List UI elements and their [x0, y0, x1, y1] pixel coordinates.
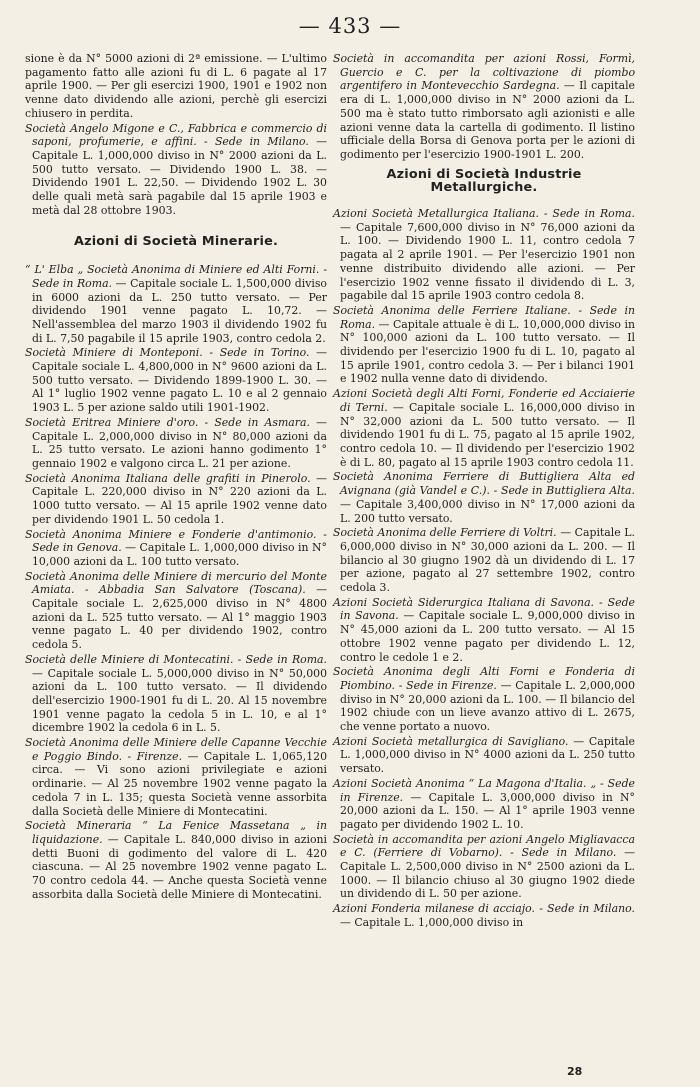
- left-column: [25, 52, 327, 902]
- company-name: “ L' Elba „ Società Anonima di Miniere ed Alti Forni. - Sede in Roma.: [25, 263, 327, 290]
- company-name: Società Anonima delle Ferriere Italiane. - Sede in Roma.: [333, 303, 635, 331]
- entry-text: — Capitale 3,400,000 diviso in N° 17,000 azioni da L. 200 tutto versato.: [340, 497, 635, 525]
- entry-text: — Capitale L. 2,000,000 diviso in N° 80,000 azioni da L. 25 tutto versato. Le azioni hanno godimento 1° gennaio 1902 e valgono circa L. 21 per azione.: [32, 415, 327, 470]
- company-name: Azioni Società Siderurgica Italiana di Savona. - Sede in Savona.: [333, 595, 635, 623]
- company-entry: [333, 304, 635, 386]
- company-name: Società Anonima Miniere e Fonderie d'antimonio. - Sede in Genova.: [25, 527, 327, 555]
- entry-text: — Capitale sociale L. 5,000,000 diviso in N° 50,000 azioni da L. 100 tutto versato. — Il dividendo dell'esercizio 1900-1901 fu di L. 20. Al 15 novembre 1901 venne pagato la cedola 5 in L. 10, e al 1° dicembre 1902 la cedola 6 in L. 5.: [32, 666, 327, 735]
- page-number: — 433 —: [298, 14, 402, 38]
- entry-text: — Capitale attuale è di L. 10,000,000 diviso in N° 100,000 azioni da L. 100 tutto versato. — Il dividendo per l'esercizio 1900 fu di L. 10, pagato al 15 aprile 1901, contro cedola 3. — Per i bilanci 1901 e 1902 nulla venne dato di dividendo.: [340, 317, 635, 386]
- company-entry: [333, 470, 635, 525]
- company-entry: [25, 122, 327, 218]
- company-entry: [25, 472, 327, 527]
- company-entry: [333, 526, 635, 595]
- company-name: Società Anonima Ferriere di Buttigliera Alta ed Avignana (già Vandel e C.). - Sede in Buttigliera Alta.: [333, 470, 635, 498]
- entry-text: — Capitale L. 1,065,120 circa. — Vi sono azioni privilegiate e azioni ordinarie. — Al 25 novembre 1902 venne pagato la cedola 7 in L. 135; questa Società venne assorbita dalla Società delle Miniere di Montecatini.: [32, 749, 328, 818]
- company-name: Società delle Miniere di Montecatini. - Sede in Roma.: [25, 652, 327, 666]
- company-name: Società Anonima delle Ferriere di Voltri.: [333, 526, 557, 540]
- company-name: Azioni Società degli Alti Forni, Fonderie ed Acciaierie di Terni.: [333, 387, 635, 414]
- entry-text: — Capitale L. 6,000,000 diviso in N° 30,000 azioni da L. 200. — Il bilancio al 30 giugno 1902 dà un dividendo di L. 17 per azione, pagato al 27 settembre 1902, contro cedola 3.: [340, 526, 635, 595]
- company-entry: [333, 596, 635, 665]
- entry-text: sione è da N° 5000 azioni di 2ª emissione. — L'ultimo pagamento fatto alle azioni fu di L. 6 pagate al 17 aprile 1900. — Per gli esercizi 1900, 1901 e 1902 non venne dato dividendo alle azioni, perchè gli esercizi chiusero in perdita.: [25, 52, 327, 120]
- entry-text: — Capitale sociale L. 16,000,000 diviso in N° 32,000 azioni da L. 500 tutto versato. — Il dividendo 1901 fu di L. 75, pagato al 15 aprile 1902, contro cedola 10. — Il dividendo per l'esercizio 1902 è di L. 80, pagato al 15 aprile 1903 contro cedola 11.: [340, 400, 635, 469]
- company-entry: [333, 833, 635, 902]
- entry-text: — Capitale L. 2,500,000 diviso in N° 2500 azioni da L. 1000. — Il bilancio chiuso al 30 giugno 1902 diede un dividendo di L. 50 per azione.: [340, 846, 635, 901]
- entry-text: — Capitale L. 1,000,000 diviso in N° 4000 azioni da L. 250 tutto versato.: [340, 734, 635, 776]
- company-name: Azioni Società Anonima “ La Magona d'Italia. „ - Sede in Firenze.: [333, 776, 635, 804]
- entry-text: — Capitale L. 1,000,000 diviso in N° 2000 azioni da L. 500 tutto versato. — Dividendo 1900 L. 38. — Dividendo 1901 L. 22,50. — Dividendo 1902 L. 30 delle quali metà sarà pagabile dal 15 aprile 1903 e metà dal 28 ottobre 1903.: [32, 135, 327, 217]
- company-entry: [25, 416, 327, 471]
- company-entry: [25, 819, 327, 901]
- section-heading: Azioni di Società Industrie Metallurgiche.: [386, 166, 582, 196]
- company-entry: [333, 52, 635, 162]
- entry-text: — Capitale L. 1,000,000 diviso in: [340, 915, 524, 929]
- company-entry: [333, 902, 635, 929]
- section-heading: Azioni di Società Minerarie.: [73, 234, 279, 250]
- company-entry: [25, 653, 327, 735]
- company-entry: [25, 570, 327, 652]
- company-name: Società in accomandita per azioni Rossi, Formì, Guercio e C. per la coltivazione di piombo argentifero in Montevecchio Sardegna.: [333, 52, 635, 93]
- company-entry: [333, 207, 635, 303]
- entry-text: — Capitale sociale L. 4,800,000 in N° 9600 azioni da L. 500 tutto versato. — Dividendo 1899-1900 L. 30. — Al 1° luglio 1902 venne pagato L. 10 e al 2 gennaio 1903 L. 5 per azione saldo utili 1901-1902.: [32, 346, 327, 415]
- company-name: Azioni Società metallurgica di Savigliano.: [333, 734, 569, 748]
- right-column: [333, 52, 635, 931]
- company-entry: [333, 735, 635, 776]
- company-entry: [25, 52, 327, 121]
- company-name: Società Miniere di Monteponi. - Sede in Torino.: [25, 346, 310, 360]
- company-name: Società Eritrea Miniere d'oro. - Sede in Asmara.: [25, 415, 310, 429]
- company-entry: [25, 263, 327, 345]
- company-entry: [25, 528, 327, 569]
- company-entry: [25, 346, 327, 415]
- entry-text: — Capitale sociale L. 9,000,000 diviso in N° 45,000 azioni da L. 200 tutto versato. — Al 15 ottobre 1902 venne pagato per dividendo L. 12, contro le cedole 1 e 2.: [340, 609, 635, 664]
- entry-text: — Capitale sociale L. 2,625,000 diviso in N° 4800 azioni da L. 525 tutto versato. — Al 1° maggio 1903 venne pagato L. 40 per dividendo 1902, contro cedola 5.: [32, 583, 327, 652]
- entry-text: — Capitale L. 220,000 diviso in N° 220 azioni da L. 1000 tutto versato. — Al 15 aprile 1902 venne dato per dividendo 1901 L. 50 cedola 1.: [32, 471, 327, 526]
- company-name: Azioni Società Metallurgica Italiana. - Sede in Roma.: [333, 207, 635, 221]
- entry-text: — Capitale L. 1,000,000 diviso in N° 10,000 azioni da L. 100 tutto versato.: [32, 541, 327, 568]
- entry-text: — Capitale L. 3,000,000 diviso in N° 20,000 azioni da L. 150. — Al 1° aprile 1903 venne pagato per dividendo 1902 L. 10.: [340, 790, 635, 831]
- company-name: Società Anonima Italiana delle grafiti in Pinerolo.: [25, 471, 311, 485]
- company-name: Società Anonima delle Miniere di mercurio del Monte Amiata. - Abbadia San Salvatore (Toscana).: [25, 569, 327, 597]
- company-name: Società Anonima delle Miniere delle Capanne Vecchie e Poggio Bindo. - Firenze.: [25, 736, 327, 763]
- company-entry: [333, 777, 635, 832]
- entry-text: — Capitale sociale L. 1,500,000 diviso in 6000 azioni da L. 250 tutto versato. — Per dividendo 1901 venne pagato L. 10,72. — Nell'assemblea del marzo 1903 il dividendo 1902 fu di L. 7,50 pagabile il 15 aprile 1903, contro cedola 2.: [32, 276, 327, 345]
- company-entry: [333, 387, 635, 469]
- company-name: Azioni Fonderia milanese di acciajo. - Sede in Milano.: [333, 902, 635, 916]
- company-name: Società Angelo Migone e C., Fabbrica e commercio di saponi, profumerie, e affini. - Sede in Milano.: [25, 121, 327, 149]
- entry-text: — Il capitale era di L. 1,000,000 diviso in N° 2000 azioni da L. 500 ma è stato tutto rimborsato agli azionisti e alle azioni venne data la cartella di godimento. Il listino ufficiale della Borsa di Genova porta per le azioni di godimento per l'esercizio 1900-1901 L. 200.: [340, 79, 635, 161]
- company-entry: [25, 736, 327, 818]
- company-name: Società Anonima degli Alti Forni e Fonderia di Piombino. - Sede in Firenze.: [333, 665, 635, 692]
- company-name: Società Mineraria “ La Fenice Massetana „ in liquidazione.: [25, 819, 327, 846]
- signature-mark: 28: [567, 1065, 583, 1078]
- entry-text: — Capitale L. 2,000,000 diviso in N° 20,000 azioni da L. 100. — Il bilancio del 1902 chiude con un lieve avanzo attivo di L. 2675, che venne portato a nuovo.: [340, 678, 635, 734]
- company-entry: [333, 665, 635, 734]
- entry-text: — Capitale 7,600,000 diviso in N° 76,000 azioni da L. 100. — Dividendo 1900 L. 11, contro cedola 7 pagata al 2 aprile 1901. — Per l'esercizio 1901 non venne distribuito dividendo alle azioni. — Per l'esercizio 1902 venne fissato il dividendo di L. 3, pagabile dal 15 aprile 1903 contro cedola 8.: [340, 220, 635, 303]
- company-name: Società in accomandita per azioni Angelo Migliavacca e C. (Ferriere di Vobarno). - Sede in Milano.: [333, 832, 635, 860]
- entry-text: — Capitale L. 840,000 diviso in azioni detti Buoni di godimento del valore di L. 420 ciascuna. — Al 25 novembre 1902 venne pagato L. 70 contro cedola 44. — Anche questa Società venne assorbita dalla Società delle Miniere di Montecatini.: [32, 832, 327, 901]
